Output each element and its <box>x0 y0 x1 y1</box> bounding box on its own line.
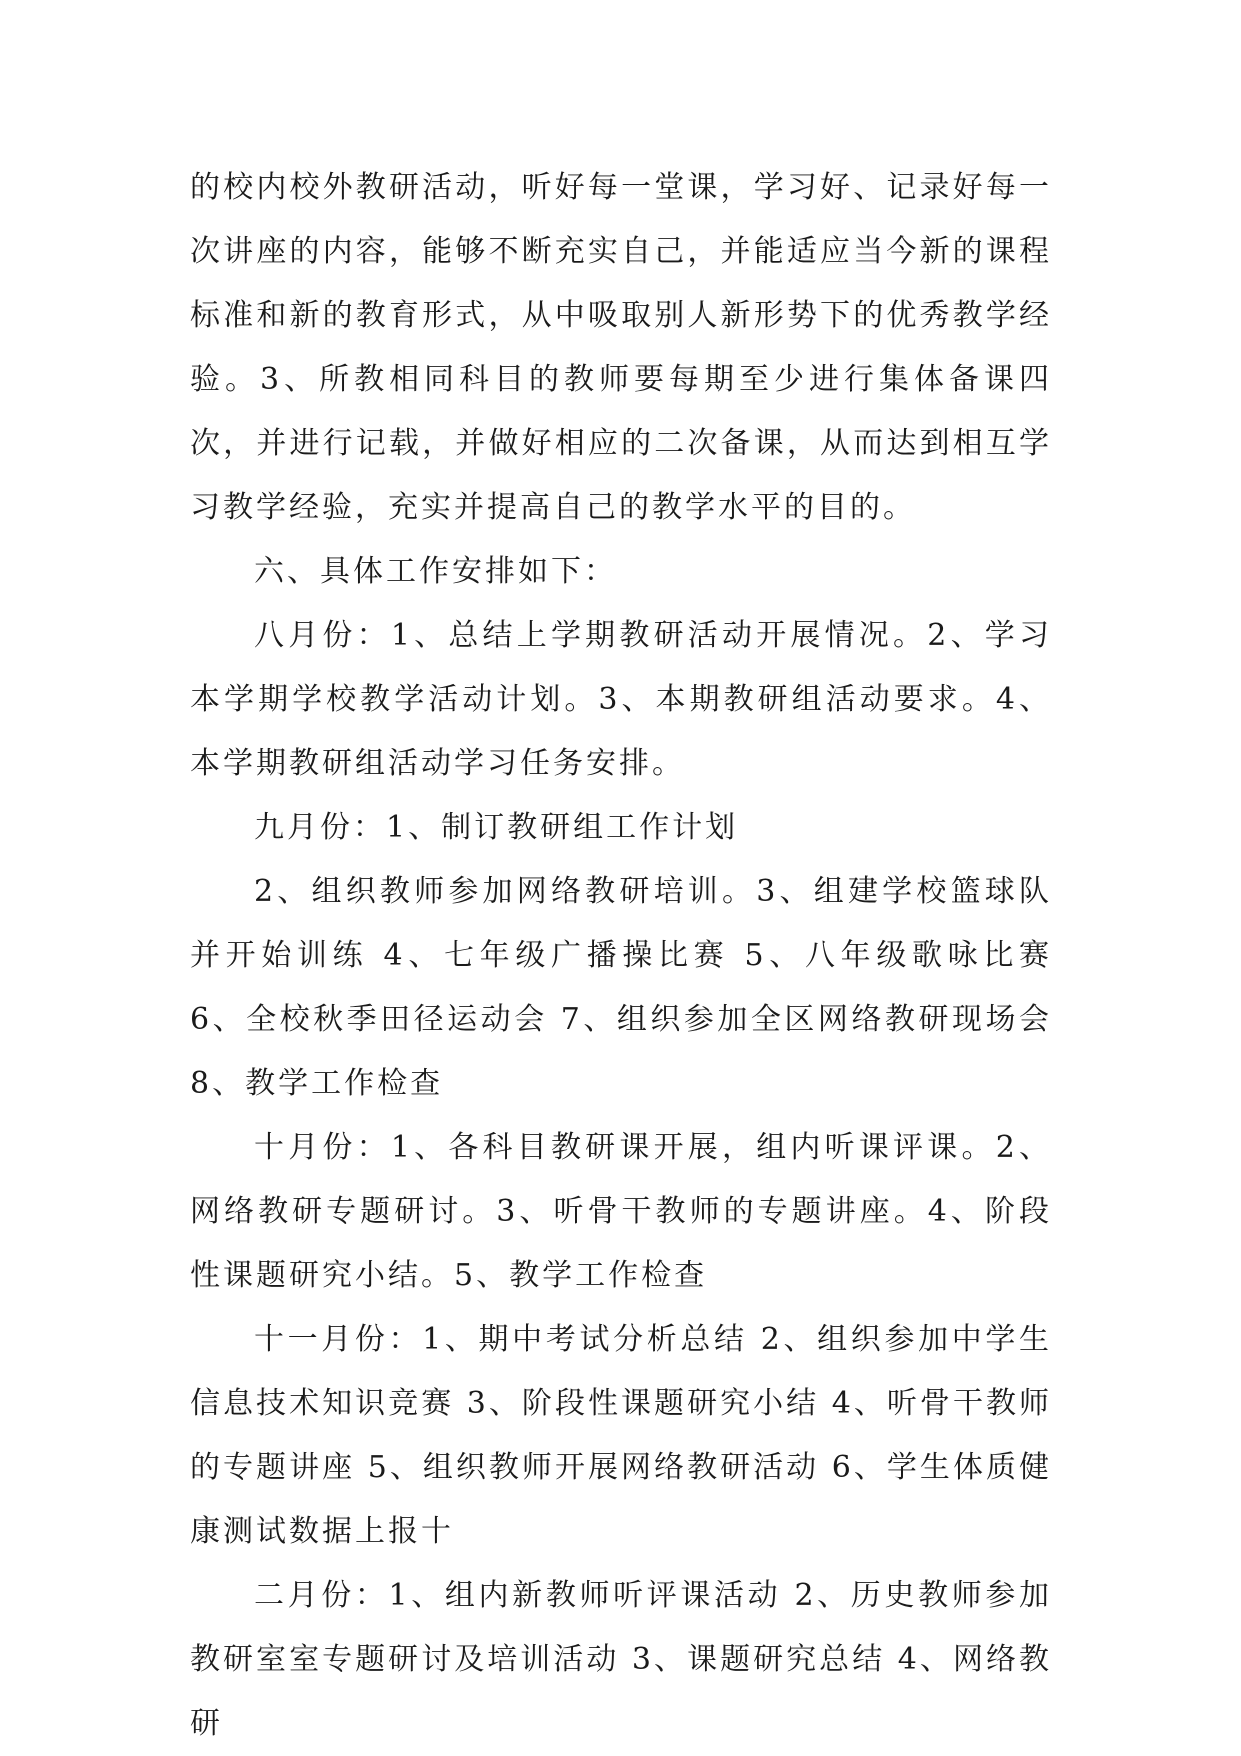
paragraph-continuation: 的校内校外教研活动，听好每一堂课，学习好、记录好每一次讲座的内容，能够不断充实自己，并能适应当今新的课程标准和新的教育形式，从中吸取别人新形势下的优秀教学经验。3、所教相同科目的教师要每期至少进行集体备课四次，并进行记载，并做好相应的二次备课，从而达到相互学习教学经验，充实并提高自己的教学水平的目的。 <box>190 170 1052 525</box>
paragraph-november: 十一月份：1、期中考试分析总结 2、组织参加中学生信息技术知识竞赛 3、阶段性课题研究小结 4、听骨干教师的专题讲座 5、组织教师开展网络教研活动 6、学生体质健康测试数据上报十 <box>190 1322 1052 1549</box>
paragraph-august: 八月份：1、总结上学期教研活动开展情况。2、学习本学期学校教学活动计划。3、本期教研组活动要求。4、本学期教研组活动学习任务安排。 <box>190 618 1052 781</box>
paragraph-september-items: 2、组织教师参加网络教研培训。3、组建学校篮球队并开始训练 4、七年级广播操比赛 5、八年级歌咏比赛 6、全校秋季田径运动会 7、组织参加全区网络教研现场会 8、教学工作检查 <box>190 874 1052 1101</box>
document-body <box>190 156 1052 1756</box>
paragraph-december: 二月份：1、组内新教师听评课活动 2、历史教师参加教研室室专题研讨及培训活动 3、课题研究总结 4、网络教研 <box>190 1578 1052 1741</box>
paragraph-september: 九月份：1、制订教研组工作计划 <box>254 810 739 845</box>
paragraph-october: 十月份：1、各科目教研课开展，组内听课评课。2、网络教研专题研讨。3、听骨干教师的专题讲座。4、阶段性课题研究小结。5、教学工作检查 <box>190 1130 1052 1293</box>
section-heading-schedule: 六、具体工作安排如下： <box>254 554 617 589</box>
